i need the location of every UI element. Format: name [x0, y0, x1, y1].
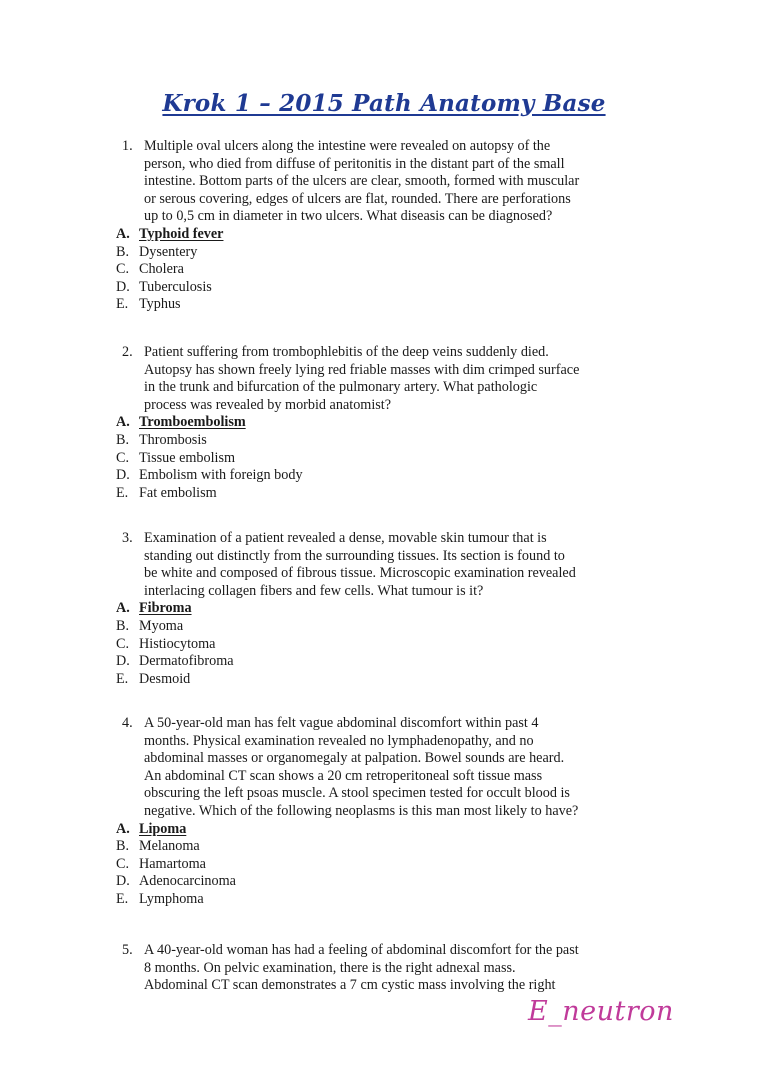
stem-line: Autopsy has shown freely lying red friable masses with dim crimped surface — [144, 361, 580, 378]
option-letter: C. — [116, 449, 130, 466]
answer-option — [116, 891, 676, 909]
answer-option — [116, 244, 676, 262]
option-letter: C. — [116, 635, 130, 652]
question-4 — [116, 715, 676, 909]
option-text: Cholera — [139, 261, 184, 278]
question-3 — [116, 530, 676, 688]
answer-option-correct — [116, 414, 676, 432]
option-letter: D. — [116, 278, 130, 295]
option-letter: A. — [116, 600, 130, 617]
answer-option — [116, 261, 676, 279]
option-text: Tromboembolism — [139, 414, 246, 431]
answer-option — [116, 485, 676, 503]
stem-line: process was revealed by morbid anatomist? — [144, 396, 392, 413]
stem-line: in the trunk and bifurcation of the pulmonary artery. What pathologic — [144, 379, 538, 396]
answer-option — [116, 450, 676, 468]
option-text: Histiocytoma — [139, 635, 216, 652]
option-text: Typhus — [139, 296, 181, 313]
page-title: Krok 1 – 2015 Path Anatomy Base — [162, 90, 606, 117]
stem-line: Examination of a patient revealed a dense, movable skin tumour that is — [144, 530, 547, 546]
answer-option — [116, 618, 676, 636]
option-letter: B. — [116, 431, 130, 448]
answer-option-correct — [116, 600, 676, 618]
question-number: 2. — [122, 344, 133, 360]
question-stem — [116, 344, 676, 414]
option-letter: B. — [116, 838, 130, 855]
option-letter: B. — [116, 617, 130, 634]
answer-option — [116, 653, 676, 671]
answer-options — [116, 226, 676, 314]
option-text: Dysentery — [139, 243, 198, 260]
answer-option — [116, 636, 676, 654]
option-letter: E. — [116, 890, 129, 907]
question-2 — [116, 344, 676, 502]
answer-options — [116, 600, 676, 688]
answer-option-correct — [116, 226, 676, 244]
option-text: Thrombosis — [139, 431, 207, 448]
answer-option — [116, 838, 676, 856]
option-letter: A. — [116, 820, 130, 837]
question-stem — [116, 530, 676, 600]
stem-line: Abdominal CT scan demonstrates a 7 cm cystic mass involving the right — [144, 977, 556, 994]
question-stem — [116, 138, 676, 226]
answer-option — [116, 467, 676, 485]
option-letter: C. — [116, 855, 130, 872]
answer-option — [116, 432, 676, 450]
option-letter: A. — [116, 414, 130, 431]
stem-line: A 40-year-old woman has had a feeling of abdominal discomfort for the past — [144, 942, 579, 958]
option-text: Tissue embolism — [139, 449, 236, 466]
option-text: Tuberculosis — [139, 278, 212, 295]
stem-line: abdominal masses or organomegaly at palpation. Bowel sounds are heard. — [144, 750, 565, 767]
option-letter: C. — [116, 261, 130, 278]
option-letter: E. — [116, 484, 129, 501]
option-text: Fat embolism — [139, 484, 217, 501]
stem-line: obscuring the left psoas muscle. A stool specimen tested for occult blood is — [144, 785, 570, 802]
option-text: Typhoid fever — [139, 225, 224, 242]
question-number: 1. — [122, 138, 133, 154]
stem-line: An abdominal CT scan shows a 20 cm retroperitoneal soft tissue mass — [144, 767, 543, 784]
stem-line: months. Physical examination revealed no lymphadenopathy, and no — [144, 732, 534, 749]
stem-line: person, who died from diffuse of peritonitis in the distant part of the small — [144, 155, 565, 172]
answer-options — [116, 821, 676, 909]
question-1 — [116, 138, 676, 314]
option-text: Lipoma — [139, 820, 187, 837]
option-text: Desmoid — [139, 670, 191, 687]
answer-options — [116, 414, 676, 502]
answer-option — [116, 873, 676, 891]
question-number: 4. — [122, 715, 133, 731]
option-letter: E. — [116, 670, 129, 687]
option-text: Lymphoma — [139, 890, 204, 907]
option-letter: D. — [116, 873, 130, 890]
option-letter: A. — [116, 225, 130, 242]
watermark-logo: E_neutron — [528, 996, 674, 1027]
question-stem — [116, 715, 676, 821]
answer-option — [116, 296, 676, 314]
answer-option — [116, 671, 676, 689]
option-text: Dermatofibroma — [139, 653, 234, 670]
stem-line: interlacing collagen fibers and few cells. What tumour is it? — [144, 582, 484, 599]
stem-line: be white and composed of fibrous tissue. Microscopic examination revealed — [144, 565, 576, 582]
option-letter: D. — [116, 467, 130, 484]
option-text: Embolism with foreign body — [139, 467, 303, 484]
option-text: Melanoma — [139, 838, 200, 855]
stem-line: A 50-year-old man has felt vague abdominal discomfort within past 4 — [144, 715, 539, 731]
answer-option — [116, 856, 676, 874]
option-text: Adenocarcinoma — [139, 873, 236, 890]
answer-option-correct — [116, 821, 676, 839]
question-number: 5. — [122, 942, 133, 958]
stem-line: up to 0,5 cm in diameter in two ulcers. What diseasis can be diagnosed? — [144, 208, 553, 225]
stem-line: standing out distinctly from the surrounding tissues. Its section is found to — [144, 547, 565, 564]
stem-line: intestine. Bottom parts of the ulcers are clear, smooth, formed with muscular — [144, 173, 580, 190]
stem-line: or serous covering, edges of ulcers are flat, rounded. There are perforations — [144, 190, 571, 207]
option-letter: B. — [116, 243, 130, 260]
option-letter: D. — [116, 653, 130, 670]
option-letter: E. — [116, 296, 129, 313]
answer-option — [116, 279, 676, 297]
stem-line: negative. Which of the following neoplasms is this man most likely to have? — [144, 802, 579, 819]
question-stem — [116, 942, 676, 995]
option-text: Hamartoma — [139, 855, 206, 872]
stem-line: Multiple oval ulcers along the intestine were revealed on autopsy of the — [144, 138, 551, 154]
question-number: 3. — [122, 530, 133, 546]
question-5 — [116, 942, 676, 995]
stem-line: Patient suffering from trombophlebitis of the deep veins suddenly died. — [144, 344, 549, 360]
stem-line: 8 months. On pelvic examination, there is the right adnexal mass. — [144, 959, 516, 976]
option-text: Myoma — [139, 617, 184, 634]
option-text: Fibroma — [139, 600, 192, 617]
